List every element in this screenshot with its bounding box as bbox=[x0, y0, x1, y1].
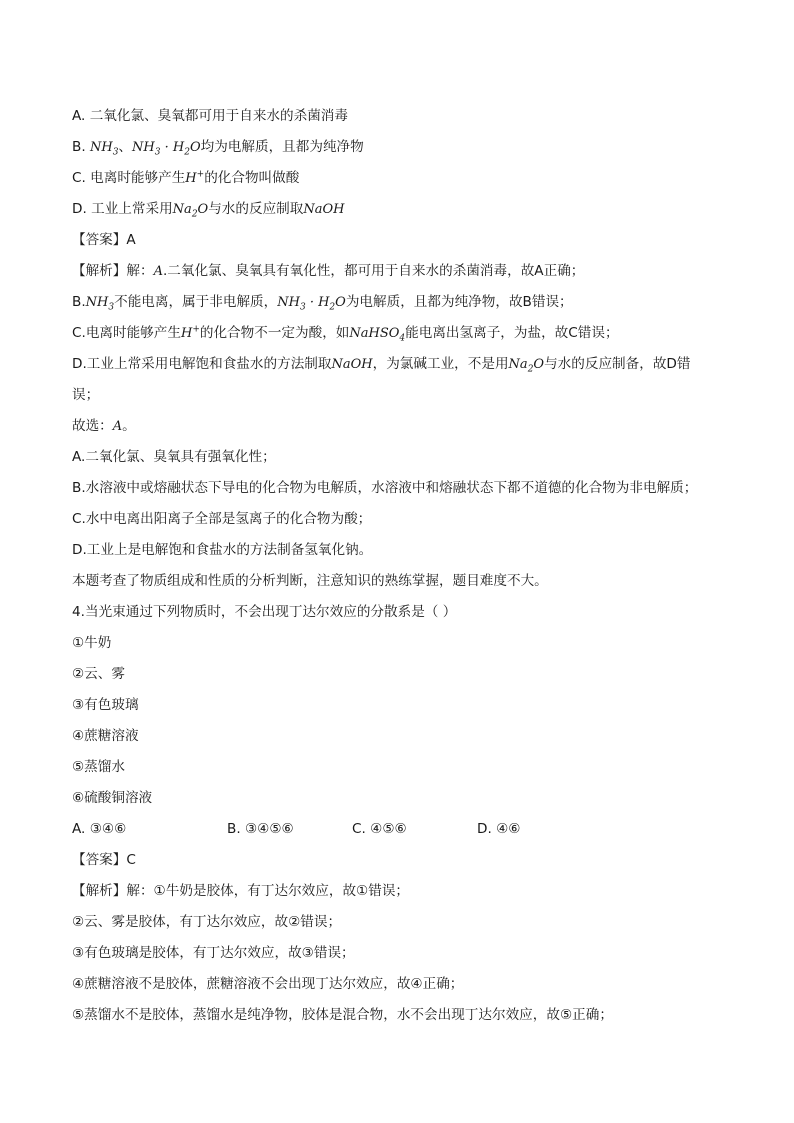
question-q4-item bbox=[72, 783, 722, 814]
formula-text: NH bbox=[277, 295, 300, 310]
formula-text: NH bbox=[89, 140, 113, 155]
answer-value: A bbox=[126, 232, 136, 248]
formula-text: NH bbox=[132, 140, 155, 155]
formula-subscript: 2 bbox=[184, 147, 190, 158]
question-item-text: ⑤蒸馏水 bbox=[72, 759, 125, 775]
analysis-text: C.水中电离出阳离子全部是氢离子的化合物为酸； bbox=[72, 511, 372, 527]
analysis-label: 【解析】 bbox=[72, 263, 127, 279]
formula-nahso4 bbox=[349, 326, 406, 344]
analysis-q4-line-4 bbox=[72, 969, 722, 1000]
analysis-q3-line-1 bbox=[72, 256, 722, 287]
question-q4-item bbox=[72, 659, 722, 690]
analysis-q4-line-5 bbox=[72, 1000, 722, 1031]
option-a: A. ③④⑥ bbox=[72, 821, 127, 837]
analysis-text: ，为氯碱工业，不是用 bbox=[372, 356, 509, 372]
formula-nh3 bbox=[89, 140, 119, 158]
option-b bbox=[72, 132, 722, 163]
analysis-q4-line-2 bbox=[72, 907, 722, 938]
formula-superscript: + bbox=[196, 169, 205, 180]
analysis-text: 不能电离，属于非电解质， bbox=[114, 294, 278, 310]
option-c-suffix: 的化合物叫做酸 bbox=[204, 170, 300, 186]
formula-text: Na bbox=[508, 357, 528, 372]
question-q4-options bbox=[72, 814, 722, 845]
question-item-text: ③有色玻璃 bbox=[72, 697, 139, 713]
formula-a: A bbox=[153, 264, 163, 279]
analysis-text: 故选： bbox=[72, 418, 113, 434]
formula-nh3 bbox=[85, 295, 115, 313]
formula-text: O bbox=[335, 295, 346, 310]
formula-naoh: NaOH bbox=[331, 357, 373, 372]
option-a bbox=[72, 101, 722, 132]
option-b-suffix: 均为电解质，且都为纯净物 bbox=[200, 139, 364, 155]
document-page bbox=[72, 101, 722, 1031]
formula-subscript: 2 bbox=[191, 209, 198, 220]
question-q4-item bbox=[72, 752, 722, 783]
formula-na2o bbox=[172, 202, 209, 220]
analysis-q4-line-1 bbox=[72, 876, 722, 907]
answer-q3 bbox=[72, 225, 722, 256]
question-item-text: ④蔗糖溶液 bbox=[72, 728, 139, 744]
question-q4-item bbox=[72, 690, 722, 721]
option-c: C. ④⑤⑥ bbox=[352, 821, 407, 837]
analysis-q3-line-4 bbox=[72, 349, 722, 380]
option-d: D. ④⑥ bbox=[477, 821, 521, 837]
formula-naoh: NaOH bbox=[303, 202, 345, 217]
analysis-q3-line-10 bbox=[72, 535, 722, 566]
formula-text: O bbox=[189, 140, 201, 155]
option-d-mid: 与水的反应制取 bbox=[208, 201, 304, 217]
analysis-text: B.水溶液中或熔融状态下导电的化合物为电解质，水溶液中和熔融状态下都不道德的化合物为非电解质； bbox=[72, 480, 698, 496]
analysis-text: ④蔗糖溶液不是胶体，蔗糖溶液不会出现丁达尔效应，故④正确； bbox=[72, 976, 464, 992]
analysis-label: 【解析】 bbox=[72, 883, 127, 899]
option-c bbox=[72, 163, 722, 194]
analysis-text: D.工业上常采用电解饱和食盐水的方法制取 bbox=[72, 356, 332, 372]
analysis-q3-line-9 bbox=[72, 504, 722, 535]
option-b: B. ③④⑤⑥ bbox=[227, 821, 294, 837]
analysis-q3-line-11 bbox=[72, 566, 722, 597]
analysis-q3-line-7 bbox=[72, 442, 722, 473]
analysis-text: ③有色玻璃是胶体，有丁达尔效应，故③错误； bbox=[72, 945, 355, 961]
analysis-q3-line-8 bbox=[72, 473, 722, 504]
analysis-text: C.电离时能够产生 bbox=[72, 325, 181, 341]
analysis-text: A.二氧化氯、臭氧具有强氧化性； bbox=[72, 449, 276, 465]
option-c-prefix: C. 电离时能够产生 bbox=[72, 170, 186, 186]
answer-label: 【答案】 bbox=[72, 852, 127, 868]
formula-text: · H bbox=[160, 140, 185, 155]
formula-subscript: 3 bbox=[108, 302, 115, 313]
formula-text: NH bbox=[85, 295, 109, 310]
formula-text: H bbox=[180, 326, 193, 341]
option-d-prefix: D. 工业上常采用 bbox=[72, 201, 173, 217]
analysis-text: 解： bbox=[126, 263, 154, 279]
formula-subscript: 3 bbox=[154, 147, 161, 158]
analysis-text: 误； bbox=[72, 387, 100, 403]
question-stem-text: 4.当光束通过下列物质时，不会出现丁达尔效应的分散系是（ ） bbox=[72, 604, 457, 620]
option-d bbox=[72, 194, 722, 225]
answer-value: C bbox=[126, 852, 136, 868]
analysis-text: 。 bbox=[122, 418, 136, 434]
option-b-prefix: B. bbox=[72, 139, 90, 155]
question-item-text: ②云、雾 bbox=[72, 666, 125, 682]
formula-subscript: 2 bbox=[329, 302, 336, 313]
question-q4-stem bbox=[72, 597, 722, 628]
formula-nh3-h2o bbox=[277, 295, 346, 313]
question-q4-item bbox=[72, 721, 722, 752]
answer-q4 bbox=[72, 845, 722, 876]
analysis-text: D.工业上是电解饱和食盐水的方法制备氢氧化钠。 bbox=[72, 542, 373, 558]
formula-text: O bbox=[197, 202, 209, 217]
formula-h-plus bbox=[181, 326, 200, 341]
analysis-text: .二氧化氯、臭氧具有氧化性，都可用于自来水的杀菌消毒，故A正确； bbox=[162, 263, 585, 279]
formula-subscript: 2 bbox=[527, 364, 534, 375]
analysis-q4-line-3 bbox=[72, 938, 722, 969]
formula-text: O bbox=[533, 357, 545, 372]
formula-na2o bbox=[508, 357, 545, 375]
analysis-text: B. bbox=[72, 294, 86, 310]
formula-text: · H bbox=[305, 295, 330, 310]
analysis-text: ⑤蒸馏水不是胶体，蒸馏水是纯净物，胶体是混合物，水不会出现丁达尔效应，故⑤正确； bbox=[72, 1007, 613, 1023]
analysis-q3-line-5 bbox=[72, 380, 722, 411]
formula-subscript: 3 bbox=[299, 302, 306, 313]
question-item-text: ①牛奶 bbox=[72, 635, 112, 651]
formula-text: NaHSO bbox=[349, 326, 400, 341]
analysis-q3-line-3 bbox=[72, 318, 722, 349]
formula-nh3-h2o bbox=[132, 140, 201, 158]
analysis-q3-line-2 bbox=[72, 287, 722, 318]
analysis-q3-line-6 bbox=[72, 411, 722, 442]
question-q4-item bbox=[72, 628, 722, 659]
analysis-text: 本题考查了物质组成和性质的分析判断，注意知识的熟练掌握，题目难度不大。 bbox=[72, 573, 548, 589]
formula-subscript: 4 bbox=[399, 333, 406, 344]
analysis-text: 能电离出氢离子，为盐，故C错误； bbox=[405, 325, 619, 341]
question-item-text: ⑥硫酸铜溶液 bbox=[72, 790, 153, 806]
option-a-text: A. 二氧化氯、臭氧都可用于自来水的杀菌消毒 bbox=[72, 108, 348, 124]
formula-h-plus bbox=[185, 171, 204, 186]
separator: 、 bbox=[118, 139, 133, 155]
formula-text: Na bbox=[172, 202, 192, 217]
analysis-text: 为电解质，且都为纯净物，故B错误； bbox=[345, 294, 573, 310]
formula-text: H bbox=[185, 171, 197, 186]
answer-label: 【答案】 bbox=[72, 232, 127, 248]
analysis-text: 解：①牛奶是胶体，有丁达尔效应，故①错误； bbox=[126, 883, 410, 899]
analysis-text: ②云、雾是胶体，有丁达尔效应，故②错误； bbox=[72, 914, 342, 930]
formula-subscript: 3 bbox=[112, 147, 119, 158]
formula-a: A bbox=[112, 419, 123, 434]
analysis-text: 与水的反应制备，故D错 bbox=[544, 356, 691, 372]
formula-superscript: + bbox=[192, 324, 200, 335]
analysis-text: 的化合物不一定为酸，如 bbox=[199, 325, 350, 341]
